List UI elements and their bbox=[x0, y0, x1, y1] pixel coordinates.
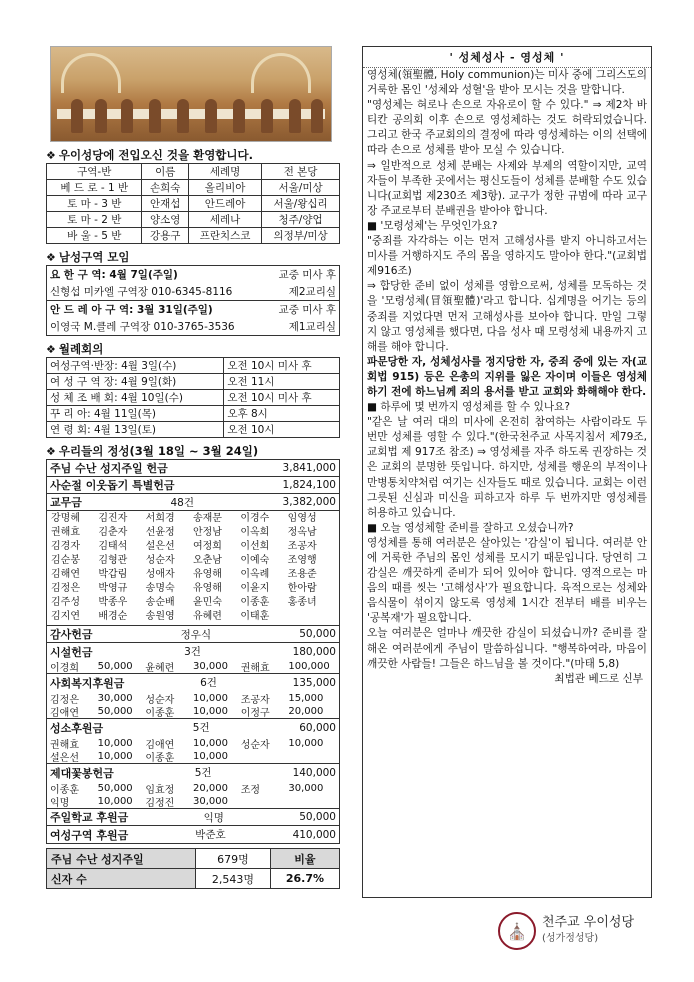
offering-row-vocation bbox=[47, 719, 339, 736]
stat-value: 679명 bbox=[195, 849, 270, 869]
donor-name: 송재문 bbox=[192, 513, 222, 524]
article-paragraph: ■ 하루에 몇 번까지 영성체를 할 수 있나요? bbox=[367, 401, 570, 414]
religious-field: 48건 bbox=[170, 496, 194, 509]
monthly-meeting: 성 체 조 배 회: 4월 10일(수) bbox=[47, 390, 224, 406]
donor-sub-field: 30,000 bbox=[97, 692, 133, 704]
donor-name: 이선희 bbox=[240, 541, 270, 552]
donor-name: 박종우 bbox=[98, 597, 128, 608]
donor-name: 유혜련 bbox=[192, 611, 222, 622]
vocation-field: 60,000 bbox=[299, 721, 336, 734]
donor-sub-field: 50,000 bbox=[97, 706, 133, 717]
donor-sub-field: 10,000 bbox=[193, 737, 229, 749]
donor-sub-field: 이종훈 bbox=[145, 753, 175, 764]
article-paragraph: "같은 날 여러 대의 미사에 온전히 참여하는 사람이라도 두 번만 성체를 영할 수 있다."(한국천주교 사목지침서 제79조, 교회법 제 917조 참조) ⇒ 영성체를 자주 하도록 권장하는 것은 교회의 분명한 뜻입니다. 하지만, 성체를 행운의 부적이나 만병통치약처럼 여기는 신자들도 때로 있습니다. 교회는 이런 그릇된 신심과 미신을 피하고자 하루 두 번까지만 영성체를 허용하고 있습니다. bbox=[367, 416, 647, 519]
article-paragraph: ⇒ 합당한 준비 없이 성체를 영함으로써, 성체를 모독하는 것을 '모령성체(冒領聖體)'라고 합니다. 십계명을 어기는 등의 중죄를 지었다면 먼저 고해성사를 보아야 합니다. 만일 그렇지 않고 영성체를 했다면, 다음 성사 때 모령성체 내용까지 고해를 해야 합니다. bbox=[367, 280, 647, 353]
newcomers-table bbox=[46, 163, 340, 244]
stat-label: 신자 수 bbox=[47, 869, 196, 889]
donor-sub-field: 20,000 bbox=[193, 782, 229, 794]
donor-name: 송명숙 bbox=[145, 583, 175, 594]
table-cell: 서울/왕십리 bbox=[262, 196, 340, 212]
men-group-leader: 신형섭 미카엘 구역장 010-6345-8116 bbox=[50, 286, 233, 298]
donor-sub-field: 권해효 bbox=[240, 663, 270, 674]
monthly-meeting: 여 성 구 역 장: 4월 9일(화) bbox=[47, 374, 224, 390]
facility-field: 3건 bbox=[184, 646, 201, 658]
men-group-date: 요 한 구 역: 4월 7일(주일) bbox=[50, 269, 178, 281]
monthly-row bbox=[47, 374, 340, 390]
monthly-row bbox=[47, 406, 340, 422]
men-group-time: 교중 미사 후 bbox=[278, 304, 336, 316]
offerings-box bbox=[46, 459, 340, 844]
last-supper-painting bbox=[50, 46, 332, 142]
article-paragraph: ⇒ 일반적으로 성체 분배는 사제와 부제의 역할이지만, 교역자들이 부족한 곳에서는 평신도들이 성체를 분배할 수도 있습니다(교회법 제230조 제3항). 교구가 정한 규범에 따라 교구장 주교로부터 분배권을 받아야 합니다. bbox=[367, 159, 647, 217]
parish-logo bbox=[498, 912, 634, 950]
donor-name: 성애자 bbox=[145, 569, 175, 580]
men-group-row bbox=[47, 301, 339, 318]
donor-name: 여정희 bbox=[192, 541, 222, 552]
donor-sub-field: 10,000 bbox=[97, 796, 133, 807]
donor-sub-field: 20,000 bbox=[288, 706, 324, 717]
men-heading: ❖ 남성구역 모임 bbox=[46, 250, 130, 264]
donor-name: 권해효 bbox=[51, 527, 80, 538]
table-cell: 토 마 - 2 반 bbox=[47, 212, 142, 228]
men-group-leader: 이영국 M.클레 구역장 010-3765-3536 bbox=[50, 321, 235, 333]
parish-name: 천주교 우이성당 bbox=[542, 915, 635, 930]
donor-sub-field: 30,000 bbox=[193, 661, 229, 672]
donor-subrow-facility bbox=[47, 660, 339, 674]
donor-sub-field: 30,000 bbox=[193, 796, 229, 807]
donor-name: 오춘남 bbox=[192, 555, 222, 566]
donor-name: 이태훈 bbox=[240, 611, 270, 622]
thanks-field: 감사헌금 bbox=[50, 628, 93, 641]
article-paragraph: ■ '모령성체'는 무엇인가요? bbox=[367, 219, 498, 232]
monthly-row bbox=[47, 390, 340, 406]
donor-name: 홍종녀 bbox=[287, 597, 317, 608]
donor-sub-field: 이종훈 bbox=[145, 708, 175, 719]
donor-sub-field: 100,000 bbox=[288, 661, 330, 672]
donor-subrow-welfare bbox=[47, 705, 339, 719]
donor-sub-field: 김정은 bbox=[50, 694, 79, 706]
table-cell: 베 드 로 - 1 반 bbox=[47, 180, 142, 196]
table-cell: 의정부/미상 bbox=[262, 228, 340, 244]
stat-value: 2,543명 bbox=[195, 869, 270, 889]
article-paragraph: 영성체를 통해 여러분은 살아있는 '감실'이 됩니다. 여러분 안에 거룩한 주님의 몸인 성체를 모시기 때문입니다. 당연히 그 감실은 깨끗하게 준비가 되어 있어야 합니다. 영적으로는 마음의 때를 씻는 '고해성사'가 필요합니다. 육적으로는 성체와 음식물이 섞이지 않도록 영성체 1시간 전부터 배를 비우는 '공복재'가 필요합니다. bbox=[367, 536, 647, 625]
donor-sub-field: 10,000 bbox=[193, 751, 229, 762]
donor-sub-field: 김정진 bbox=[145, 798, 175, 809]
donor-name: 성순자 bbox=[145, 555, 175, 566]
donor-sub-field: 조공자 bbox=[240, 694, 270, 706]
article-title: ' 성체성사 - 영성체 ' bbox=[363, 47, 651, 68]
monthly-time: 오전 10시 bbox=[224, 422, 340, 438]
donor-name: 송원영 bbox=[145, 611, 175, 622]
donor-name: 유영해 bbox=[192, 583, 222, 594]
donor-names-grid bbox=[47, 511, 339, 626]
donor-sub-field: 50,000 bbox=[97, 661, 133, 672]
bullet-icon: ❖ bbox=[46, 250, 56, 264]
table-header: 구역-반 bbox=[47, 164, 142, 180]
welfare-field: 6건 bbox=[200, 677, 217, 689]
special-field: 사순절 이웃돕기 특별헌금 bbox=[50, 479, 175, 492]
donor-sub-field: 10,000 bbox=[288, 737, 324, 749]
sunday-school-field: 익명 bbox=[203, 811, 224, 824]
table-header: 전 본당 bbox=[262, 164, 340, 180]
table-cell: 세레나 bbox=[189, 212, 262, 228]
bullet-icon: ❖ bbox=[46, 342, 56, 356]
altar-field: 140,000 bbox=[292, 766, 336, 779]
table-cell: 바 울 - 5 반 bbox=[47, 228, 142, 244]
parish-subname: (성가정성당) bbox=[542, 933, 599, 944]
donor-name: 김주성 bbox=[51, 597, 80, 608]
article-paragraph: ■ 오늘 영성체할 준비를 잘하고 오셨습니까? bbox=[367, 521, 574, 534]
parish-seal-icon: ⛪ bbox=[498, 912, 536, 950]
donor-sub-field: 15,000 bbox=[288, 692, 324, 704]
donor-subrow-vocation bbox=[47, 736, 339, 750]
donor-subrow-altar bbox=[47, 781, 339, 795]
offering-row-religious bbox=[47, 494, 339, 511]
donor-sub-field: 10,000 bbox=[193, 706, 229, 717]
table-header: 세례명 bbox=[189, 164, 262, 180]
left-column bbox=[46, 46, 340, 889]
donor-name: 임영성 bbox=[287, 513, 317, 524]
donor-sub-field: 10,000 bbox=[97, 751, 133, 762]
men-groups bbox=[46, 265, 340, 336]
facility-field: 180,000 bbox=[292, 645, 336, 658]
article-signature: 최법관 베드로 신부 bbox=[554, 672, 643, 685]
donor-name: 김춘자 bbox=[98, 527, 128, 538]
sunday-field: 3,841,000 bbox=[282, 462, 336, 474]
donor-name bbox=[288, 610, 335, 624]
donor-name: 송순배 bbox=[145, 597, 175, 608]
offering-heading: ❖ 우리들의 정성(3월 18일 ~ 3월 24일) bbox=[46, 444, 259, 458]
donor-name: 이옥례 bbox=[240, 569, 270, 580]
table-row bbox=[47, 180, 340, 196]
offering-row-thanks bbox=[47, 626, 339, 643]
table-row bbox=[47, 196, 340, 212]
donor-name: 이종훈 bbox=[240, 597, 270, 608]
donor-name: 서희경 bbox=[145, 513, 175, 524]
welcome-heading: ❖ 우이성당에 전입오신 것을 환영합니다. bbox=[46, 148, 253, 162]
table-header-row bbox=[47, 164, 340, 180]
donor-name: 김정은 bbox=[51, 583, 80, 594]
monthly-table bbox=[46, 357, 340, 438]
monthly-meeting: 연 령 회: 4월 13일(토) bbox=[47, 422, 224, 438]
donor-subrow-welfare bbox=[47, 691, 339, 705]
donor-name: 박갑림 bbox=[98, 569, 128, 580]
youth-field: 410,000 bbox=[292, 828, 336, 841]
donor-sub-field: 10,000 bbox=[97, 737, 133, 749]
donor-sub-field: 조정 bbox=[240, 784, 261, 796]
offering-row-sunday bbox=[47, 460, 339, 477]
donor-name: 김순봉 bbox=[51, 555, 80, 566]
donor-name: 조공자 bbox=[287, 541, 317, 552]
donor-name: 안정남 bbox=[192, 527, 222, 538]
donor-sub-field: 성순자 bbox=[240, 739, 270, 751]
special-field: 1,824,100 bbox=[282, 479, 336, 491]
monthly-time: 오전 11시 bbox=[224, 374, 340, 390]
altar-field: 5건 bbox=[194, 767, 212, 779]
article-paragraph: 파문당한 자, 성체성사를 정지당한 자, 중죄 중에 있는 자(교회법 915) 등은 은총의 지위를 잃은 자이며 이들은 영성체하기 전에 하느님께 죄의 용서를 받고 교회와 화해해야 한다. bbox=[367, 355, 647, 398]
vocation-field: 5건 bbox=[192, 722, 210, 734]
men-group-leader-row bbox=[47, 318, 339, 335]
men-group-row bbox=[47, 266, 339, 283]
donor-sub-field: 50,000 bbox=[97, 782, 133, 794]
donor-sub-field: 윤혜련 bbox=[145, 663, 175, 674]
youth-field: 여성구역 후원금 bbox=[50, 828, 129, 842]
monthly-row bbox=[47, 422, 340, 438]
vocation-field: 성소후원금 bbox=[50, 721, 104, 735]
donor-name: 이예숙 bbox=[240, 555, 270, 566]
facility-field: 시설헌금 bbox=[50, 645, 93, 659]
donor-name: 이윤지 bbox=[240, 583, 270, 594]
monthly-row bbox=[47, 358, 340, 374]
altar-field: 제대꽃봉헌금 bbox=[50, 766, 114, 780]
donor-name: 조용준 bbox=[287, 569, 317, 580]
sunday-school-field: 50,000 bbox=[299, 811, 336, 823]
donor-name: 배경순 bbox=[98, 611, 128, 622]
article-paragraph: 영성체(領聖體, Holy communion)는 미사 중에 그리스도의 거룩한 몸인 '성체와 성혈'을 받아 모시는 것을 말합니다. bbox=[367, 69, 647, 97]
donor-name: 김형관 bbox=[98, 555, 128, 566]
donor-sub-field: 익명 bbox=[50, 798, 70, 809]
donor-name: 김해연 bbox=[51, 569, 80, 580]
donor-name: 정옥남 bbox=[287, 527, 317, 538]
table-cell: 청주/양업 bbox=[262, 212, 340, 228]
monthly-meeting: 꾸 리 아: 4월 11일(목) bbox=[47, 406, 224, 422]
donor-sub-field: 이정구 bbox=[240, 708, 270, 719]
donor-sub-field: 이경희 bbox=[50, 663, 79, 674]
donor-sub-field: 김애연 bbox=[145, 739, 175, 751]
thanks-field: 50,000 bbox=[299, 628, 336, 640]
religious-field: 3,382,000 bbox=[282, 496, 336, 508]
donor-sub-field: 이종훈 bbox=[50, 784, 79, 796]
stat-label: 주님 수난 성지주일 bbox=[47, 849, 196, 869]
table-row bbox=[47, 212, 340, 228]
donor-sub-field: 권해효 bbox=[50, 739, 79, 751]
men-group-leader-row bbox=[47, 283, 339, 301]
donor-name: 김태석 bbox=[98, 541, 128, 552]
men-group-room: 제2교리실 bbox=[288, 286, 336, 298]
table-cell: 토 마 - 3 반 bbox=[47, 196, 142, 212]
table-cell: 손희숙 bbox=[142, 180, 189, 196]
table-cell: 강용구 bbox=[142, 228, 189, 244]
donor-name: 박영규 bbox=[98, 583, 128, 594]
bullet-icon: ❖ bbox=[46, 444, 56, 458]
welfare-field: 사회복지후원금 bbox=[50, 676, 125, 690]
donor-name: 김지연 bbox=[51, 611, 80, 622]
offering-row-welfare bbox=[47, 674, 339, 691]
men-group-date: 안 드 레 아 구 역: 3월 31일(주일) bbox=[50, 304, 213, 316]
monthly-meeting: 여성구역·반장: 4월 3일(수) bbox=[47, 358, 224, 374]
donor-sub-field: 성순자 bbox=[145, 694, 175, 706]
donor-sub-field: 30,000 bbox=[288, 782, 324, 794]
offering-row-special bbox=[47, 477, 339, 494]
monthly-time: 오전 10시 미사 후 bbox=[224, 358, 340, 374]
donor-sub-field: 임효정 bbox=[145, 784, 175, 796]
article-box bbox=[362, 46, 652, 898]
donor-sub-field: 10,000 bbox=[193, 692, 229, 704]
attendance-table bbox=[46, 848, 340, 889]
stat-ratio-label: 비율 bbox=[270, 849, 339, 869]
donor-name: 설은선 bbox=[145, 541, 175, 552]
donor-name: 유영해 bbox=[192, 569, 222, 580]
article-body bbox=[363, 68, 651, 672]
table-cell: 안드레아 bbox=[189, 196, 262, 212]
donor-name: 윤민숙 bbox=[192, 597, 222, 608]
article-paragraph: "중죄를 자각하는 이는 먼저 고해성사를 받지 아니하고서는 미사를 거행하지도 주의 몸을 영하지도 말아야 한다."(교회법 제916조) bbox=[367, 235, 647, 278]
table-cell: 프란치스코 bbox=[189, 228, 262, 244]
donor-name: 이경수 bbox=[240, 513, 270, 524]
table-row bbox=[47, 228, 340, 244]
article-paragraph: 오늘 여러분은 얼마나 깨끗한 감실이 되셨습니까? 준비를 잘해온 여러분에게 주님이 말씀하십니다. "행복하여라, 마음이 깨끗한 사람들! 그들은 하느님을 볼 것이다."(마태 5,8) bbox=[367, 627, 647, 670]
donor-name: 선윤정 bbox=[145, 527, 175, 538]
donor-sub-field: 설은선 bbox=[50, 753, 79, 764]
table-cell: 양소영 bbox=[142, 212, 189, 228]
offering-row-sunday-school bbox=[47, 809, 339, 826]
sunday-field: 주님 수난 성지주일 헌금 bbox=[50, 462, 168, 475]
offering-row-youth bbox=[47, 826, 339, 843]
table-header: 이름 bbox=[142, 164, 189, 180]
monthly-time: 오후 8시 bbox=[224, 406, 340, 422]
donor-name: 조영행 bbox=[287, 555, 317, 566]
stat-ratio: 26.7% bbox=[270, 869, 339, 889]
table-cell: 안재섭 bbox=[142, 196, 189, 212]
donor-name: 김경자 bbox=[51, 541, 80, 552]
donor-name: 김진자 bbox=[98, 513, 128, 524]
monthly-heading: ❖ 월례회의 bbox=[46, 342, 104, 356]
table-cell: 서울/미상 bbox=[262, 180, 340, 196]
donor-name: 이옥희 bbox=[240, 527, 270, 538]
table-cell: 올리비아 bbox=[189, 180, 262, 196]
donor-name: 한아람 bbox=[287, 583, 317, 594]
donor-subrow-vocation bbox=[47, 750, 339, 764]
men-group-room: 제1교리실 bbox=[288, 321, 336, 333]
sunday-school-field: 주일학교 후원금 bbox=[50, 811, 129, 824]
welfare-field: 135,000 bbox=[292, 676, 336, 689]
bullet-icon: ❖ bbox=[46, 148, 56, 162]
donor-name: 강명혜 bbox=[51, 513, 80, 524]
donor-sub-field: 김애연 bbox=[50, 708, 79, 719]
article-paragraph: "영성체는 혀로나 손으로 자유로이 할 수 있다." ⇒ 제2차 바티칸 공의회 이후 손으로 영성체하는 것도 허락되었습니다. 그리고 한국 주교회의의 결정에 따라 영성체하는 이의 선택에 따라 손으로 성체를 받아 모실 수 있습니다. bbox=[367, 99, 647, 157]
thanks-field: 정우식 bbox=[180, 628, 212, 641]
religious-field: 교무금 bbox=[50, 496, 82, 509]
donor-subrow-altar bbox=[47, 795, 339, 809]
offering-row-facility bbox=[47, 643, 339, 660]
offering-row-altar bbox=[47, 764, 339, 781]
men-group-time: 교중 미사 후 bbox=[278, 269, 336, 281]
monthly-time: 오전 10시 미사 후 bbox=[224, 390, 340, 406]
youth-field: 박준호 bbox=[195, 829, 226, 841]
